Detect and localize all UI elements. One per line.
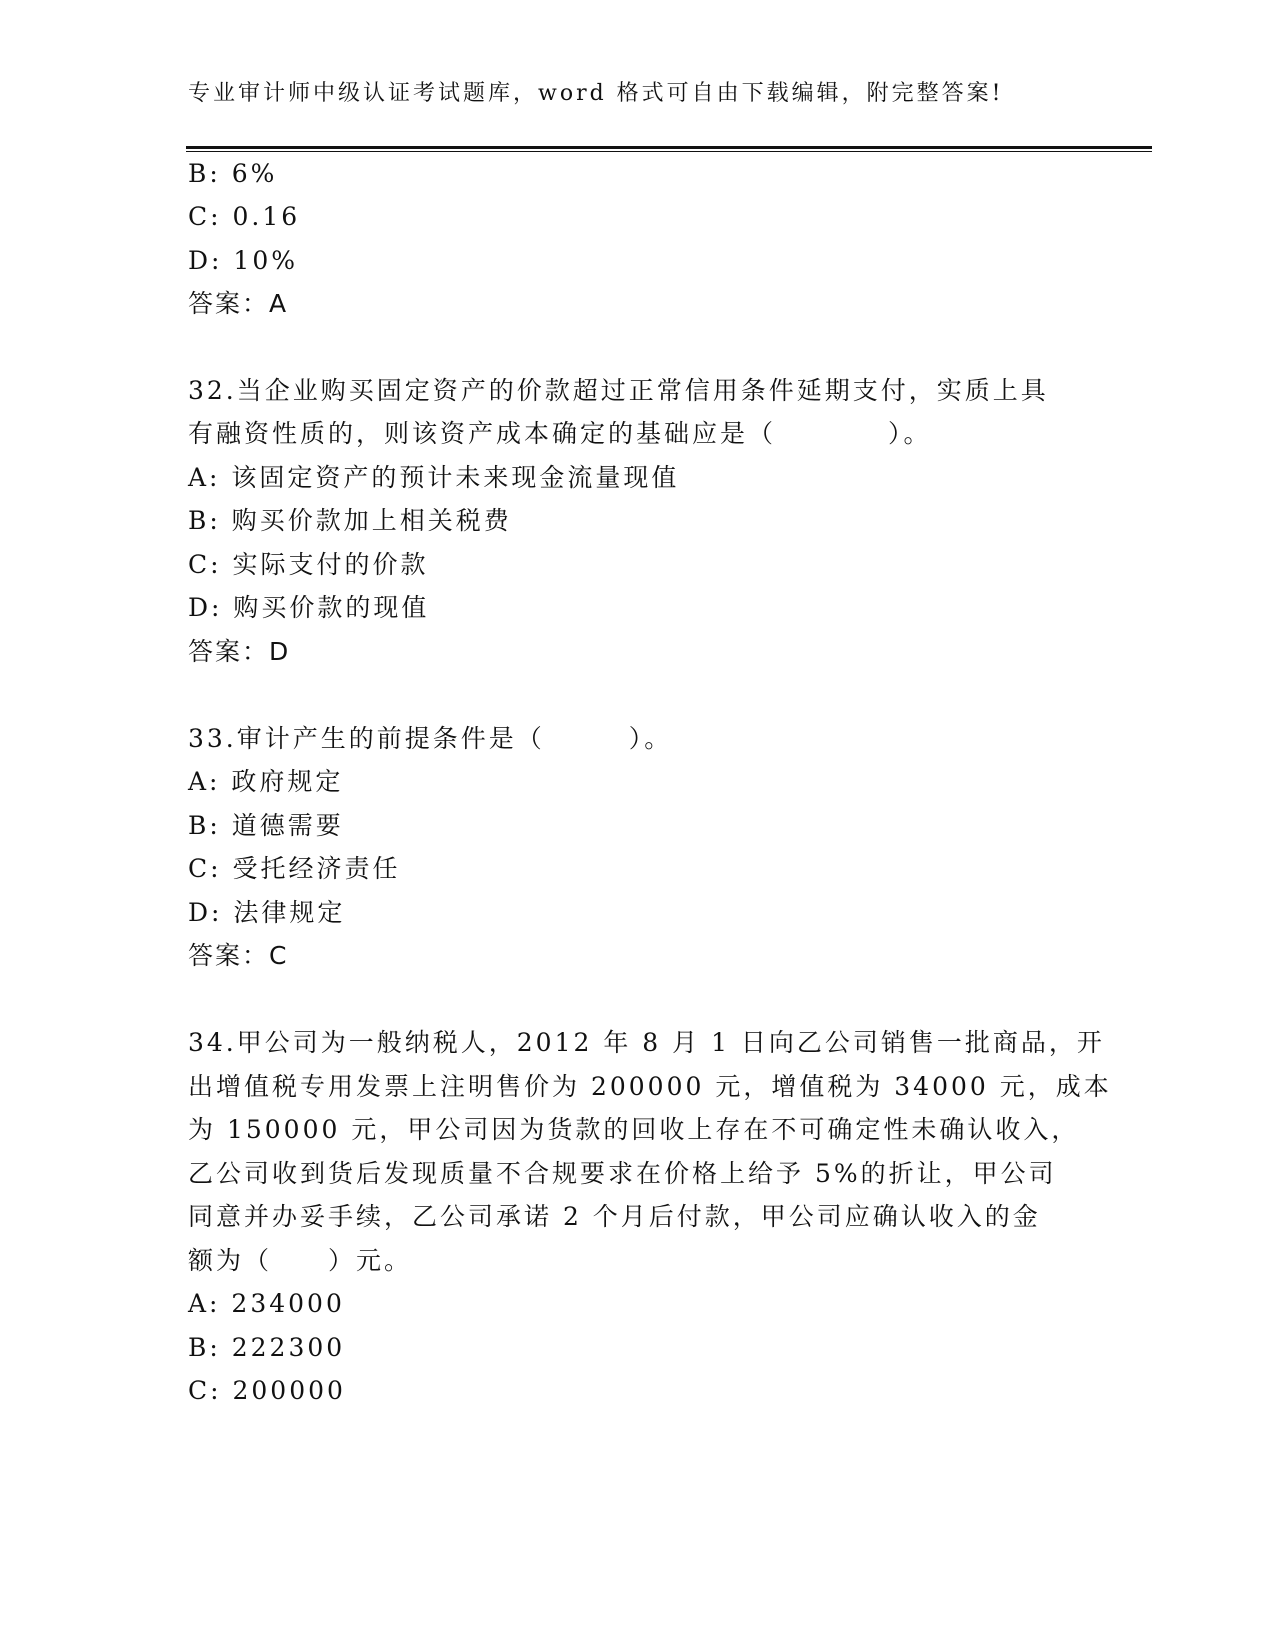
header-rule-thick — [186, 146, 1152, 149]
q32-option-d: D: 购买价款的现值 — [188, 593, 430, 622]
q33-option-d: D: 法律规定 — [188, 898, 346, 927]
q34-stem-line-3: 为 150000 元，甲公司因为货款的回收上存在不可确定性未确认收入， — [188, 1115, 1080, 1144]
q32-option-c: C: 实际支付的价款 — [188, 550, 429, 579]
q32-option-b: B: 购买价款加上相关税费 — [188, 506, 512, 535]
q31-option-b: B: 6% — [188, 159, 278, 188]
q34-option-b: B: 222300 — [188, 1333, 346, 1362]
q31-option-c: C: 0.16 — [188, 202, 301, 231]
q34-stem-line-6: 额为（ ）元。 — [188, 1246, 413, 1275]
q32-answer: 答案：D — [188, 637, 291, 666]
q34-option-c: C: 200000 — [188, 1376, 346, 1405]
q32-option-a: A: 该固定资产的预计未来现金流量现值 — [188, 463, 680, 492]
q34-stem-line-4: 乙公司收到货后发现质量不合规要求在价格上给予 5%的折让，甲公司 — [188, 1159, 1057, 1188]
q34-stem-line-2: 出增值税专用发票上注明售价为 200000 元，增值税为 34000 元，成本 — [188, 1072, 1112, 1101]
q33-stem-line-1: 33.审计产生的前提条件是（ ）。 — [188, 724, 673, 753]
q31-answer: 答案：A — [188, 289, 289, 318]
q32-stem-line-2: 有融资性质的，则该资产成本确定的基础应是（ ）。 — [188, 419, 932, 448]
q34-stem-line-1: 34.甲公司为一般纳税人，2012 年 8 月 1 日向乙公司销售一批商品，开 — [188, 1028, 1105, 1057]
q34-stem-line-5: 同意并办妥手续，乙公司承诺 2 个月后付款，甲公司应确认收入的金 — [188, 1202, 1041, 1231]
q34-option-a: A: 234000 — [188, 1289, 345, 1318]
q33-option-b: B: 道德需要 — [188, 811, 344, 840]
page-header: 专业审计师中级认证考试题库，word 格式可自由下载编辑，附完整答案! — [188, 81, 1004, 106]
q33-option-c: C: 受托经济责任 — [188, 854, 401, 883]
header-rule-thin — [186, 151, 1152, 152]
q31-option-d: D: 10% — [188, 246, 298, 275]
q33-option-a: A: 政府规定 — [188, 767, 344, 796]
q32-stem-line-1: 32.当企业购买固定资产的价款超过正常信用条件延期支付，实质上具 — [188, 376, 1049, 405]
q33-answer: 答案：C — [188, 941, 289, 970]
